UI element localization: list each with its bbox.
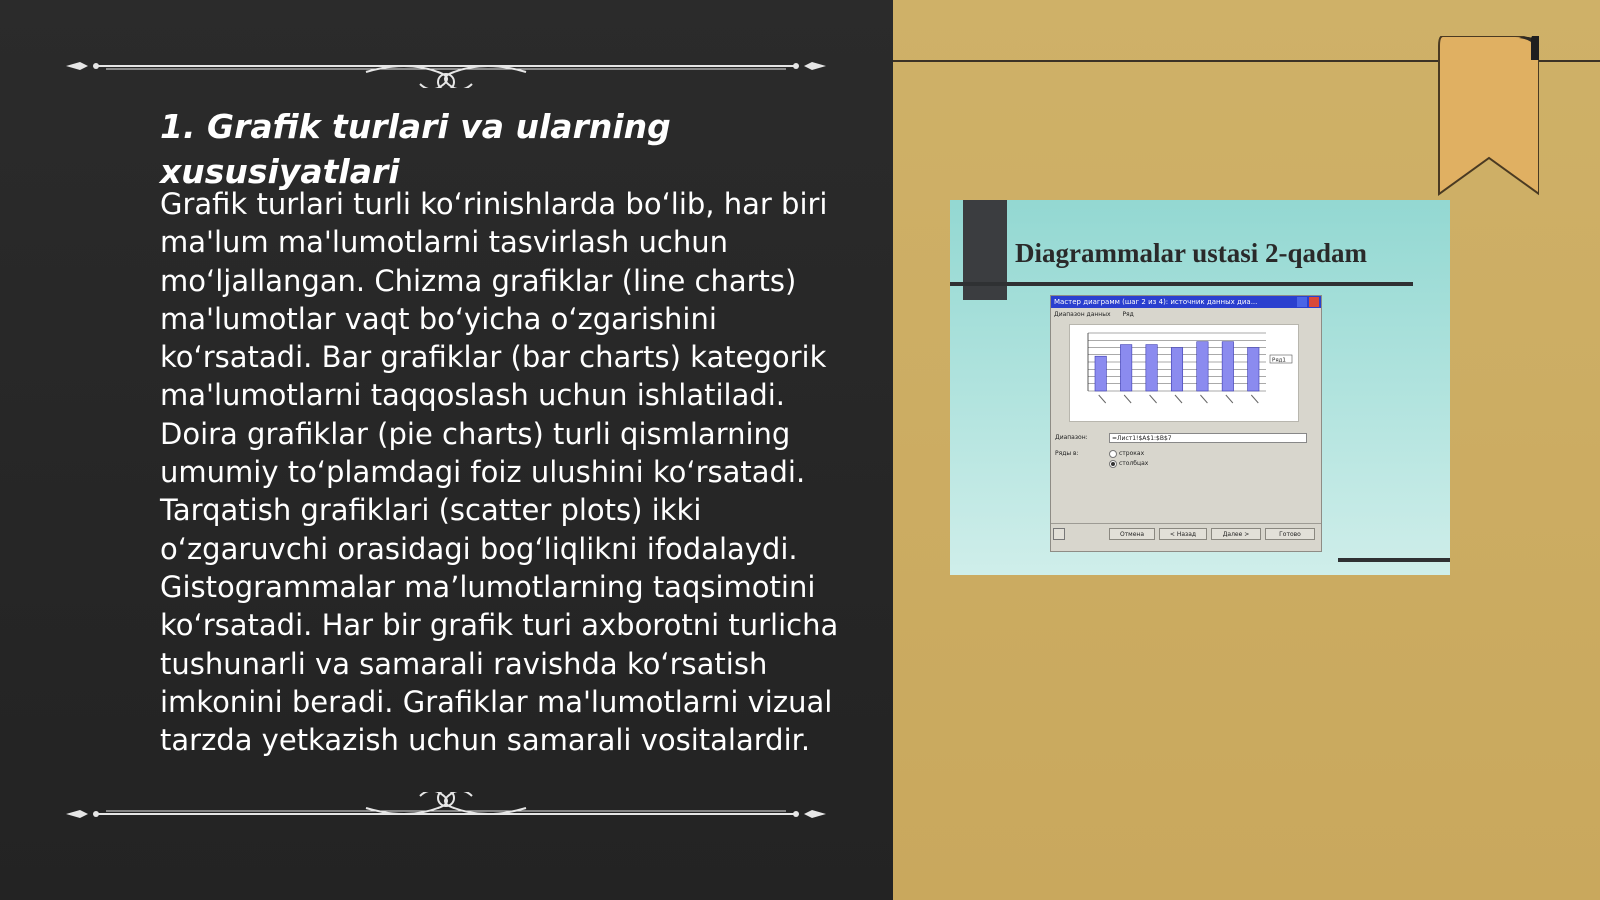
chart-tick-label bbox=[1226, 395, 1233, 403]
bar-chart bbox=[1070, 325, 1298, 421]
slide-title-line-1: 1. Grafik turlari va ularning bbox=[160, 107, 671, 146]
chart-bar bbox=[1095, 356, 1106, 391]
next-button: Далее > bbox=[1211, 528, 1261, 540]
embedded-slide-image bbox=[950, 200, 1450, 575]
close-icon bbox=[1309, 297, 1319, 307]
range-input: =Лист1!$A$1:$B$7 bbox=[1109, 433, 1307, 443]
slide-body-text: Grafik turlari turli ko‘rinishlarda bo‘lib, har biri ma'lum ma'lumotlarni tasvirlash uchun mo‘ljallangan. Chizma grafiklar (line charts) ma'lumotlar vaqt bo‘yicha o‘zgarishini ko‘rsatadi. Bar grafiklar (bar charts) kategorik ma'lumotlarni taqqoslash uchun ishlatiladi. Doira grafiklar (pie charts) turli qismlarning umumiy to‘plamdagi foiz ulushini ko‘rsatadi. Tarqatish grafiklari (scatter plots) ikki o‘zgaruvchi orasidagi bog‘liqlikni ifodalaydi. Gistogrammalar ma’lumotlarning taqsimotini ko‘rsatadi. Har bir grafik turi axborotni turlicha tushunarli va samarali ravishda ko‘rsatish imkonini beradi. Grafiklar ma'lumotlarni vizual tarzda yetkazish uchun samarali vositalardir. bbox=[160, 187, 839, 758]
dialog-tabs bbox=[1054, 311, 1144, 318]
embedded-slide-title: Diagrammalar ustasi 2-qadam bbox=[1015, 238, 1368, 268]
tab-series: Ряд bbox=[1122, 311, 1134, 318]
series-label: Ряды в: bbox=[1055, 450, 1079, 457]
finish-button: Готово bbox=[1265, 528, 1315, 540]
back-button: < Назад bbox=[1159, 528, 1207, 540]
chart-bar bbox=[1197, 342, 1208, 391]
dialog-title-bar: Мастер диаграмм (шаг 2 из 4): источник данных диа... bbox=[1051, 296, 1321, 308]
slide-title bbox=[160, 104, 820, 194]
ornament-divider-bottom bbox=[66, 792, 826, 832]
rows-option-label: строках bbox=[1119, 450, 1145, 457]
columns-option-label: столбцах bbox=[1119, 460, 1149, 467]
chart-tick-label bbox=[1251, 395, 1258, 403]
columns-radio bbox=[1109, 460, 1117, 468]
chart-bar bbox=[1222, 342, 1233, 391]
chart-tick-label bbox=[1200, 395, 1207, 403]
chart-tick-label bbox=[1175, 395, 1182, 403]
cancel-button: Отмена bbox=[1109, 528, 1155, 540]
range-label: Диапазон: bbox=[1055, 434, 1088, 441]
chart-preview bbox=[1069, 324, 1299, 422]
ornament-divider-top bbox=[66, 48, 826, 88]
chart-bar bbox=[1171, 348, 1182, 392]
wizard-help-icon bbox=[1053, 528, 1065, 540]
chart-tick-label bbox=[1099, 395, 1106, 403]
chart-tick-label bbox=[1150, 395, 1157, 403]
slide-title-rule bbox=[950, 282, 1413, 286]
slide-bottom-rule bbox=[1338, 558, 1450, 562]
bookmark-ribbon-icon bbox=[1435, 36, 1539, 196]
help-icon bbox=[1297, 297, 1307, 307]
chart-bar bbox=[1146, 345, 1157, 391]
tab-data-range: Диапазон данных bbox=[1054, 311, 1111, 318]
chart-wizard-dialog bbox=[1050, 295, 1322, 552]
chart-legend-label: Ряд1 bbox=[1272, 357, 1286, 364]
rows-radio bbox=[1109, 450, 1117, 458]
dialog-separator bbox=[1051, 523, 1321, 524]
chart-tick-label bbox=[1124, 395, 1131, 403]
chart-bar bbox=[1120, 345, 1131, 391]
slide-title-line-2: xususiyatlari bbox=[160, 152, 400, 191]
chart-bar bbox=[1248, 348, 1259, 392]
